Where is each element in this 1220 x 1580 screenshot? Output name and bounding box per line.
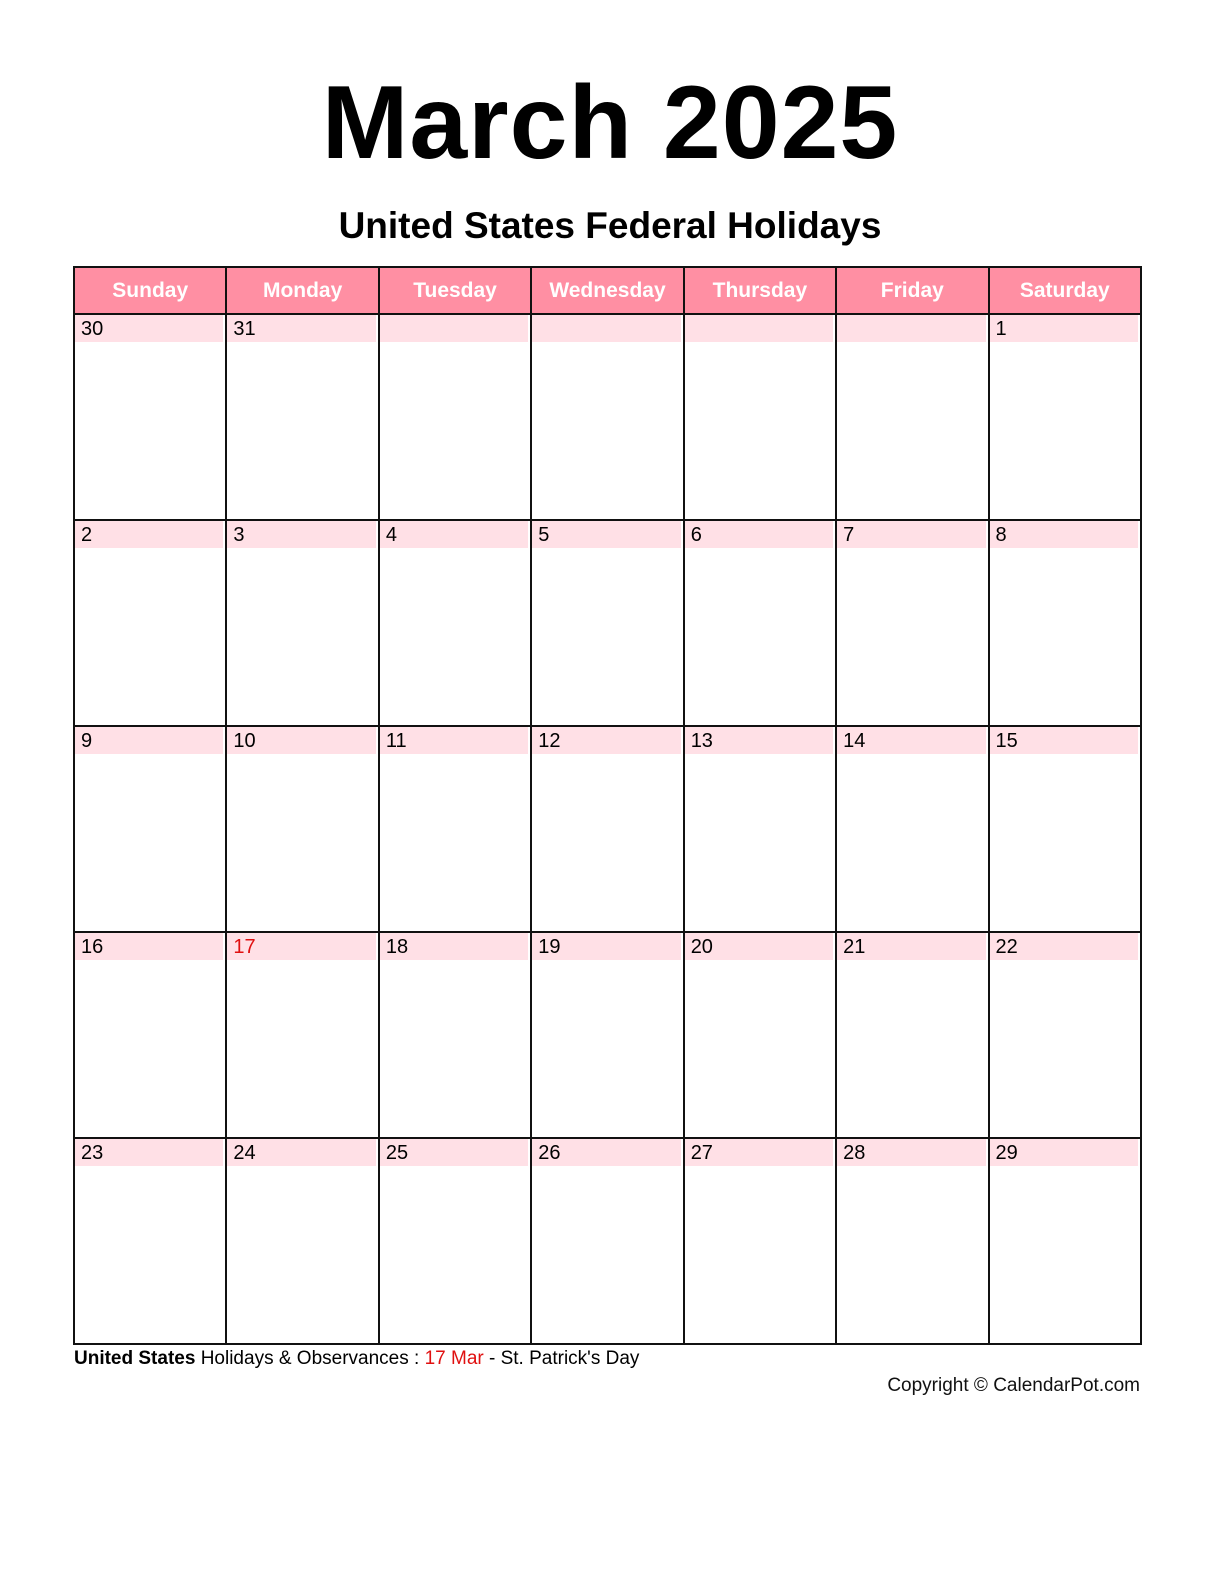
day-cell — [226, 932, 378, 1138]
weekday-saturday: Saturday — [989, 267, 1141, 314]
day-cell — [684, 1138, 836, 1344]
day-cell — [836, 1138, 988, 1344]
weekday-sunday: Sunday — [74, 267, 226, 314]
day-cell — [531, 314, 683, 520]
day-cell — [836, 520, 988, 726]
copyright: Copyright © CalendarPot.com — [887, 1375, 1140, 1396]
day-number — [380, 315, 528, 342]
day-number: 21 — [837, 933, 985, 960]
weekday-monday: Monday — [226, 267, 378, 314]
week-row — [74, 932, 1141, 1138]
day-cell — [74, 520, 226, 726]
page-title: March 2025 — [321, 65, 899, 181]
day-number: 11 — [380, 727, 528, 754]
footer-country: United States — [74, 1348, 196, 1369]
day-cell — [74, 1138, 226, 1344]
day-number: 10 — [227, 727, 375, 754]
day-cell — [226, 1138, 378, 1344]
weekday-wednesday: Wednesday — [531, 267, 683, 314]
day-cell — [836, 726, 988, 932]
day-cell — [684, 932, 836, 1138]
day-number: 20 — [685, 933, 833, 960]
day-number: 28 — [837, 1139, 985, 1166]
day-number: 16 — [75, 933, 223, 960]
day-cell — [379, 1138, 531, 1344]
day-cell — [989, 314, 1141, 520]
day-cell — [379, 932, 531, 1138]
week-row — [74, 1138, 1141, 1344]
weekday-thursday: Thursday — [684, 267, 836, 314]
day-cell — [379, 314, 531, 520]
day-cell — [531, 932, 683, 1138]
holiday-separator: - — [483, 1348, 501, 1369]
day-cell — [684, 726, 836, 932]
day-cell — [379, 520, 531, 726]
footer-label: Holidays & Observances : — [195, 1348, 425, 1369]
holiday-date: 17 Mar — [424, 1348, 484, 1369]
day-number: 22 — [990, 933, 1138, 960]
day-number: 14 — [837, 727, 985, 754]
day-number: 17 — [227, 933, 375, 960]
day-number: 3 — [227, 521, 375, 548]
day-cell — [226, 726, 378, 932]
day-number: 30 — [75, 315, 223, 342]
week-row — [74, 314, 1141, 520]
day-cell — [989, 726, 1141, 932]
day-cell — [74, 314, 226, 520]
week-row — [74, 726, 1141, 932]
day-cell — [836, 932, 988, 1138]
day-number: 24 — [227, 1139, 375, 1166]
day-number: 26 — [532, 1139, 680, 1166]
holidays-footer — [74, 1347, 639, 1371]
day-cell — [531, 726, 683, 932]
day-cell — [74, 726, 226, 932]
weekday-friday: Friday — [836, 267, 988, 314]
day-cell — [989, 520, 1141, 726]
day-cell — [684, 520, 836, 726]
day-number: 7 — [837, 521, 985, 548]
day-cell — [531, 1138, 683, 1344]
day-number: 8 — [990, 521, 1138, 548]
day-number: 27 — [685, 1139, 833, 1166]
day-number — [685, 315, 833, 342]
day-cell — [684, 314, 836, 520]
page-subtitle: United States Federal Holidays — [338, 205, 882, 246]
day-number — [532, 315, 680, 342]
weekday-tuesday: Tuesday — [379, 267, 531, 314]
day-number: 19 — [532, 933, 680, 960]
day-cell — [74, 932, 226, 1138]
day-number: 23 — [75, 1139, 223, 1166]
day-number: 5 — [532, 521, 680, 548]
day-cell — [989, 1138, 1141, 1344]
day-number: 31 — [227, 315, 375, 342]
day-cell — [531, 520, 683, 726]
day-cell — [989, 932, 1141, 1138]
holiday-name: St. Patrick's Day — [500, 1348, 640, 1369]
day-number — [837, 315, 985, 342]
day-number: 1 — [990, 315, 1138, 342]
day-cell — [226, 314, 378, 520]
day-number: 15 — [990, 727, 1138, 754]
week-row — [74, 520, 1141, 726]
day-number: 12 — [532, 727, 680, 754]
day-cell — [836, 314, 988, 520]
day-cell — [379, 726, 531, 932]
weekday-header-row — [74, 267, 1141, 314]
day-cell — [226, 520, 378, 726]
day-number: 6 — [685, 521, 833, 548]
day-number: 29 — [990, 1139, 1138, 1166]
day-number: 9 — [75, 727, 223, 754]
day-number: 18 — [380, 933, 528, 960]
day-number: 4 — [380, 521, 528, 548]
day-number: 2 — [75, 521, 223, 548]
calendar-grid — [73, 266, 1142, 1345]
day-number: 13 — [685, 727, 833, 754]
day-number: 25 — [380, 1139, 528, 1166]
